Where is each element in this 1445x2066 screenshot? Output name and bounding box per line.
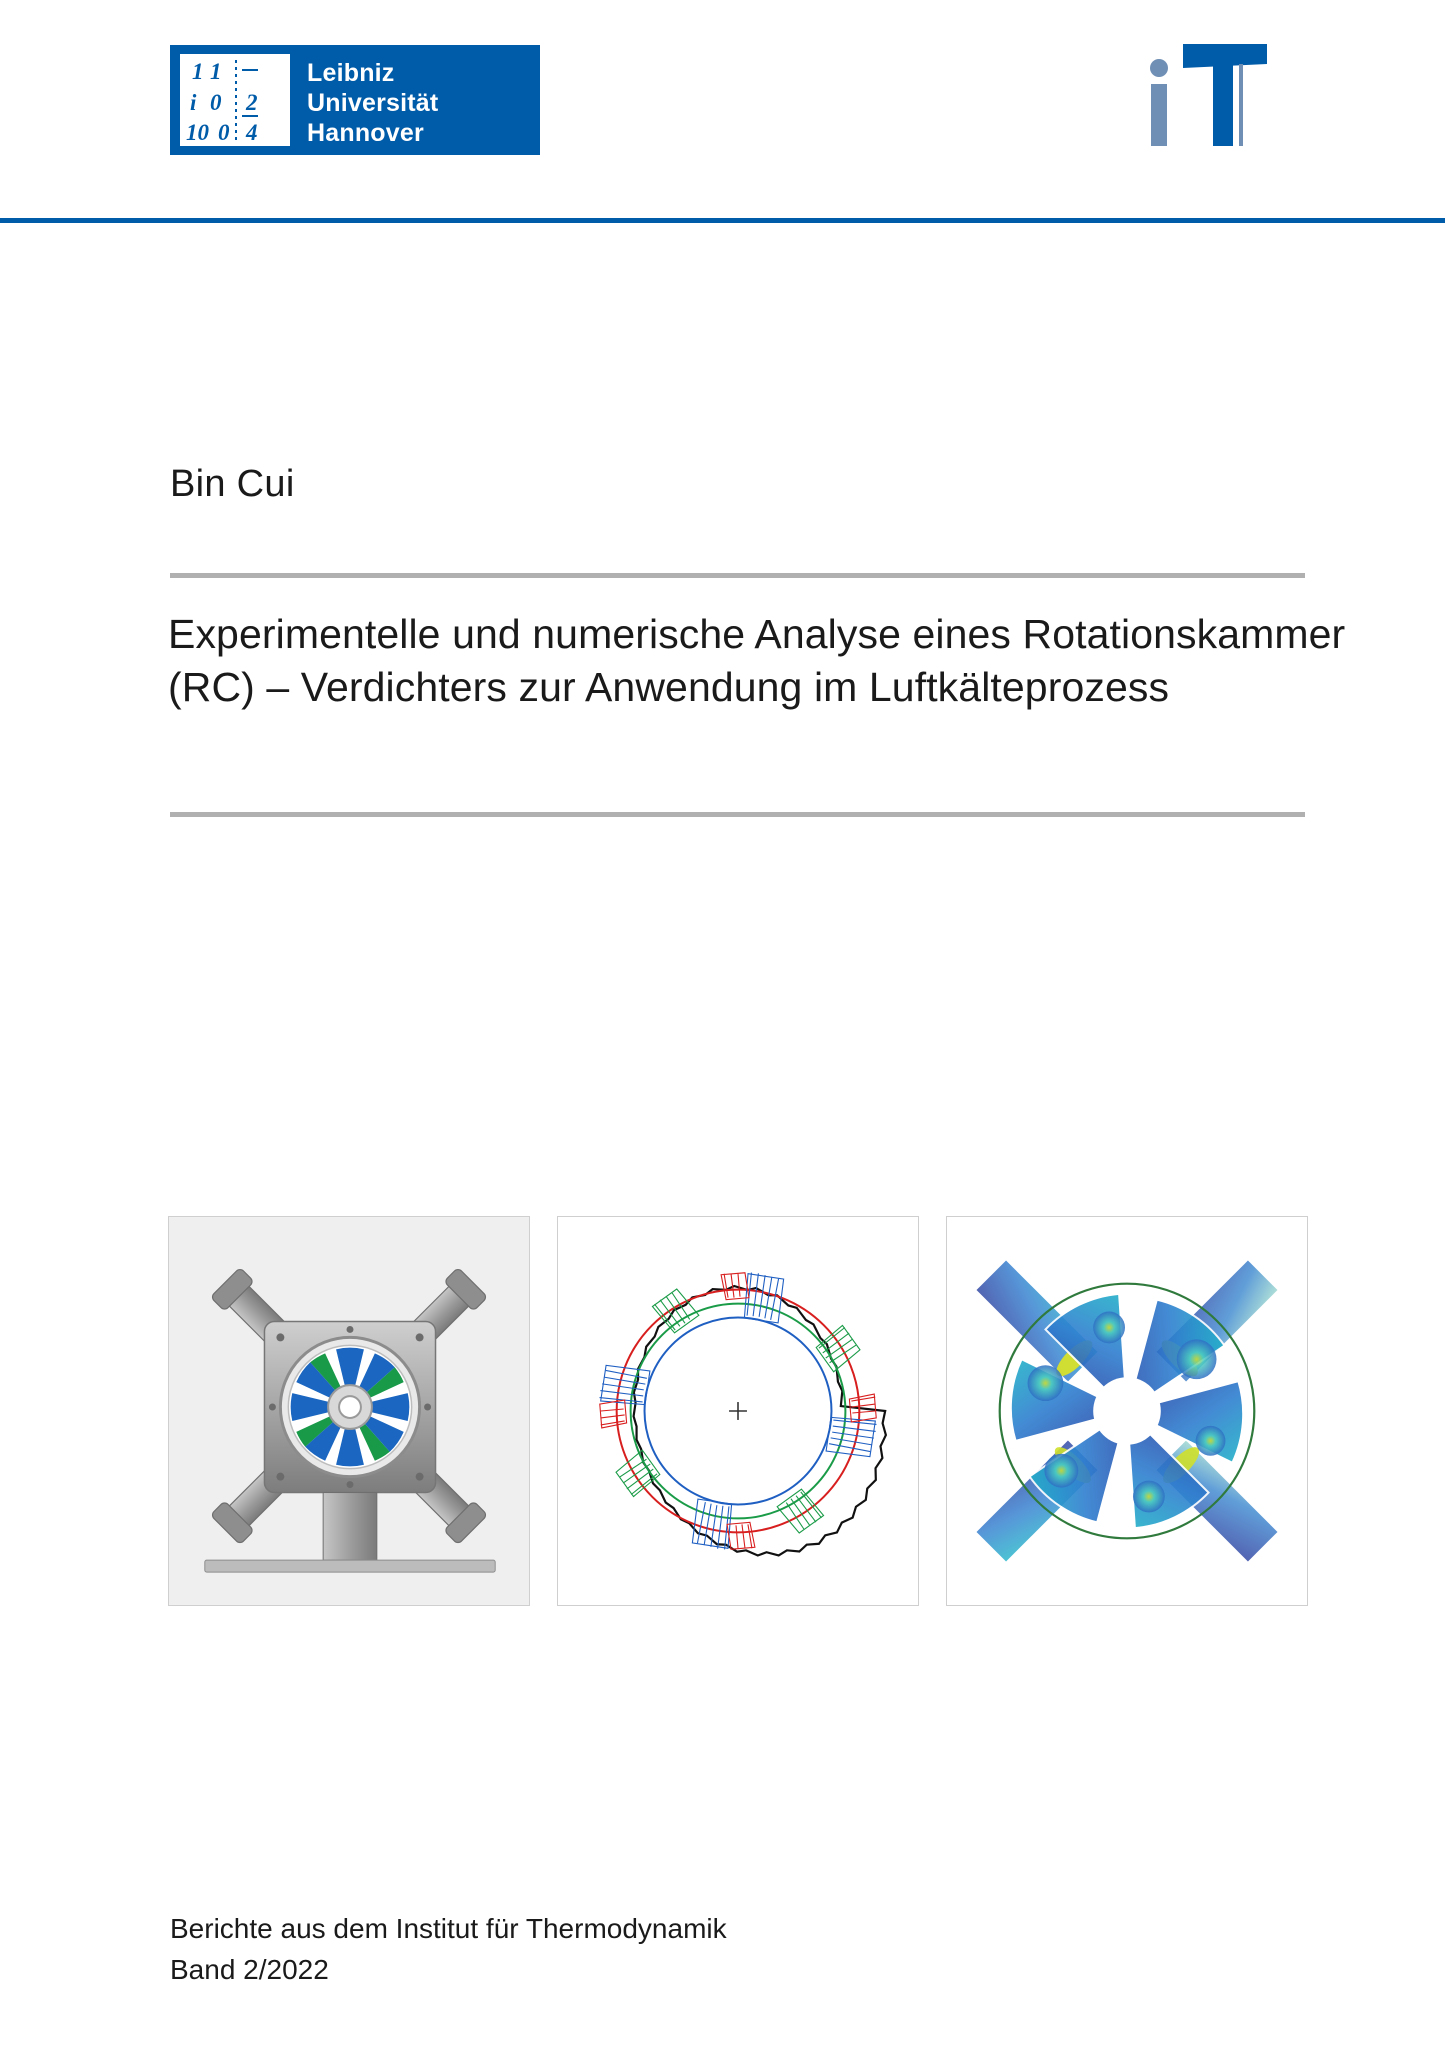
luh-logo-line-2: Universität [307, 89, 439, 117]
luh-logo-line-3: Hannover [307, 119, 424, 147]
luh-leibniz-mark-icon [180, 54, 290, 146]
svg-text:0: 0 [218, 120, 230, 145]
author-name: Bin Cui [170, 463, 295, 505]
luh-logo-wordmark [290, 45, 438, 155]
figure-rc-compressor-geometry-contours [557, 1216, 919, 1606]
svg-text:10: 10 [186, 120, 209, 145]
title-rule-top [170, 573, 1305, 578]
svg-text:2: 2 [246, 90, 258, 115]
figure-rc-compressor-cfd-velocity-field [946, 1216, 1308, 1606]
svg-text:1: 1 [210, 59, 222, 84]
series-title: Berichte aus dem Institut für Thermodynamik [170, 1913, 727, 1944]
header-divider [0, 218, 1445, 223]
svg-text:4: 4 [246, 120, 258, 145]
series-information [170, 1908, 727, 1990]
figure-rc-compressor-assembly [168, 1216, 530, 1606]
svg-text:i: i [190, 90, 197, 115]
cover-figure-row [168, 1216, 1308, 1606]
luh-logo-line-1: Leibniz [307, 59, 395, 87]
title-rule-bottom [170, 812, 1305, 817]
page-header [0, 0, 1445, 230]
page-title: Experimentelle und numerische Analyse eines Rotationskammer (RC) – Verdichters zur Anwendung im Luftkälteprozess [168, 611, 1346, 710]
series-volume: Band 2/2022 [170, 1954, 329, 1985]
svg-text:0: 0 [210, 90, 222, 115]
it-institute-logo [1143, 38, 1273, 158]
svg-text:1: 1 [192, 59, 204, 84]
leibniz-universitaet-hannover-logo [170, 45, 540, 155]
